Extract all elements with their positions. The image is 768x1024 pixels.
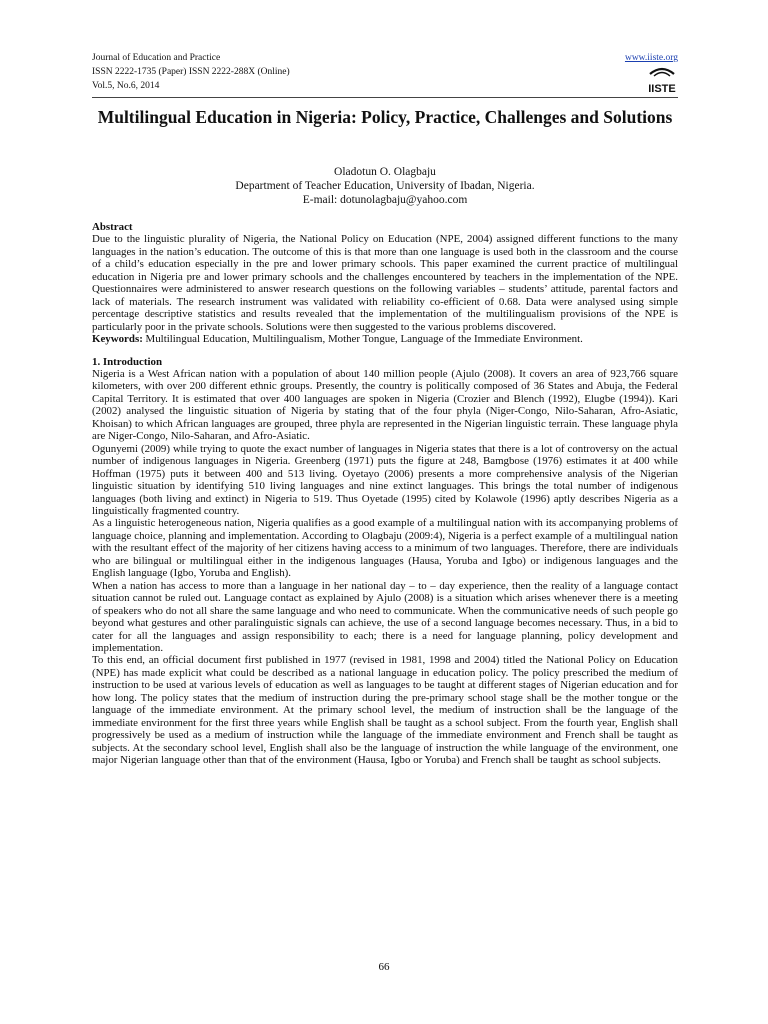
section-spacer bbox=[92, 346, 678, 356]
intro-paragraph: Ogunyemi (2009) while trying to quote the exact number of languages in Nigeria states that there is a lot of controversy on the actual number of indigenous languages in Nigeria. Greenberg (1971) puts the figure at 248, Bamgbose (1976) estimates it at 400 while Hoffman (1975) puts it between 400 and 513 living. Oyetayo (2006) presents a more comprehensive analysis of the Nigerian linguistic situation by identifying 510 living languages and nine extinct languages. This brings the total number of indigenous languages (both living and extinct) in Nigeria to 519. Thus Oyetade (1995) cited by Kolawole (1996) aptly describes Nigeria as a linguistically fragmented country. bbox=[92, 442, 678, 517]
iiste-logo-icon bbox=[646, 65, 678, 95]
abstract-text: Due to the linguistic plurality of Nigeria, the National Policy on Education (NPE, 2004) assigned different functions to the many languages in the nation’s education. The outcome of this is that more than one language is used both in the classroom and the course of a child’s education especially in the pre and lower primary schools. This paper examined the current practice of multilingual education in Nigeria pre and lower primary schools and the challenges encountered by teachers in the implementation of the NPE. Questionnaires were administered to answer research questions on the following variables – students’ attitude, parental factors and lack of materials. The research instrument was validated with reliability co-efficient of 0.68. Data were analysed using simple percentage descriptive statistics and results revealed that the implementation of the multilingualism provisions of the NPE is particularly poor in the private schools. Solutions were then suggested to the various problems discovered. bbox=[92, 233, 678, 333]
intro-paragraph: To this end, an official document first published in 1977 (revised in 1981, 1998 and 2004) titled the National Policy on Education (NPE) has made explicit what could be described as a national language in education policy. The policy prescribed the medium of instruction to be used at various levels of education as well as languages to be taught at different stages of Nigerian education and for how long. The policy states that the medium of instruction during the pre-primary school stage shall be the mother tongue or the language of the immediate environment. At the primary school level, the medium of instruction shall be the language of the immediate environment for the first three years while English shall be taught as a school subject. From the fourth year, English shall progressively be used as a medium of instruction while the language of the immediate environment and French shall be taught as subjects. At the secondary school level, English shall also be the language of instruction the while language of the environment, one major Nigerian language other than that of the environment (Hausa, Igbo or Yoruba) and French shall be taught as school subjects. bbox=[92, 654, 678, 767]
page-number: 66 bbox=[378, 961, 390, 973]
logo-text: IISTE bbox=[648, 83, 676, 95]
author-email: E-mail: dotunolagbaju@yahoo.com bbox=[302, 194, 468, 206]
keywords-label: Keywords: bbox=[92, 333, 143, 346]
author-name: Oladotun O. Olagbaju bbox=[334, 166, 436, 178]
website-link[interactable]: www.iiste.org bbox=[624, 53, 678, 63]
intro-paragraph: Nigeria is a West African nation with a population of about 140 million people (Ajulo (2008). It covers an area of 923,766 square kilometers, with over 200 different ethnic groups. Presently, the country is politically composed of 36 States and Abuja, the Federal Capital Territory. It is estimated that over 400 languages are spoken in Nigeria (Crozier and Blench (1992), Elugbe (1994)). Kari (2002) analysed the linguistic situation of Nigeria by stating that of the four phyla (Niger-Congo, Nilo-Saharan, Afro-Asiatic, Khoisan) to which African languages are grouped, three phyla are represented in the Nigerian linguistic terrain. These language phyla are Niger-Congo, Nilo-Saharan, and Afro-Asiatic. bbox=[92, 367, 678, 443]
header-divider bbox=[92, 97, 678, 98]
author-block bbox=[92, 165, 678, 207]
volume-line: Vol.5, No.6, 2014 bbox=[92, 81, 160, 91]
introduction-heading: 1. Introduction bbox=[92, 355, 162, 368]
keywords-text: Multilingual Education, Multilingualism, Mother Tongue, Language of the Immediate Environment. bbox=[142, 333, 583, 346]
issn-line: ISSN 2222-1735 (Paper) ISSN 2222-288X (Online) bbox=[92, 67, 290, 77]
abstract-heading: Abstract bbox=[92, 221, 133, 233]
keywords-line bbox=[92, 333, 678, 345]
journal-header bbox=[92, 51, 678, 93]
paper-title: Multilingual Education in Nigeria: Policy, Practice, Challenges and Solutions bbox=[97, 107, 673, 127]
author-affiliation: Department of Teacher Education, University of Ibadan, Nigeria. bbox=[235, 180, 535, 192]
paper-body bbox=[92, 221, 678, 766]
intro-paragraph: When a nation has access to more than a language in her national day – to – day experience, then the reality of a language contact situation cannot be ruled out. Language contact as explained by Ajulo (2008) is a situation which arises whenever there is a meeting of speakers who do not all share the same language and who need to communicate. When the communicative needs of such people go beyond what gestures and other paralinguistic signals can achieve, the use of a second language becomes necessary. Thus, in a bid to cater for all the languages and assign responsibility to each; there is a need for language planning, policy development and implementation. bbox=[92, 579, 678, 654]
intro-paragraph: As a linguistic heterogeneous nation, Nigeria qualifies as a good example of a multilingual nation with its accompanying problems of language choice, planning and implementation. According to Olagbaju (2009:4), Nigeria is a perfect example of a multilingual nation with the resultant effect of the majority of her citizens having access to a minimum of two languages. Therefore, there are individuals who are bilingual or multilingual either in the indigenous languages (Hausa, Yoruba and Igbo) or indigenous languages and the English language (Igbo, Yoruba and English). bbox=[92, 517, 678, 580]
journal-name: Journal of Education and Practice bbox=[92, 53, 221, 63]
